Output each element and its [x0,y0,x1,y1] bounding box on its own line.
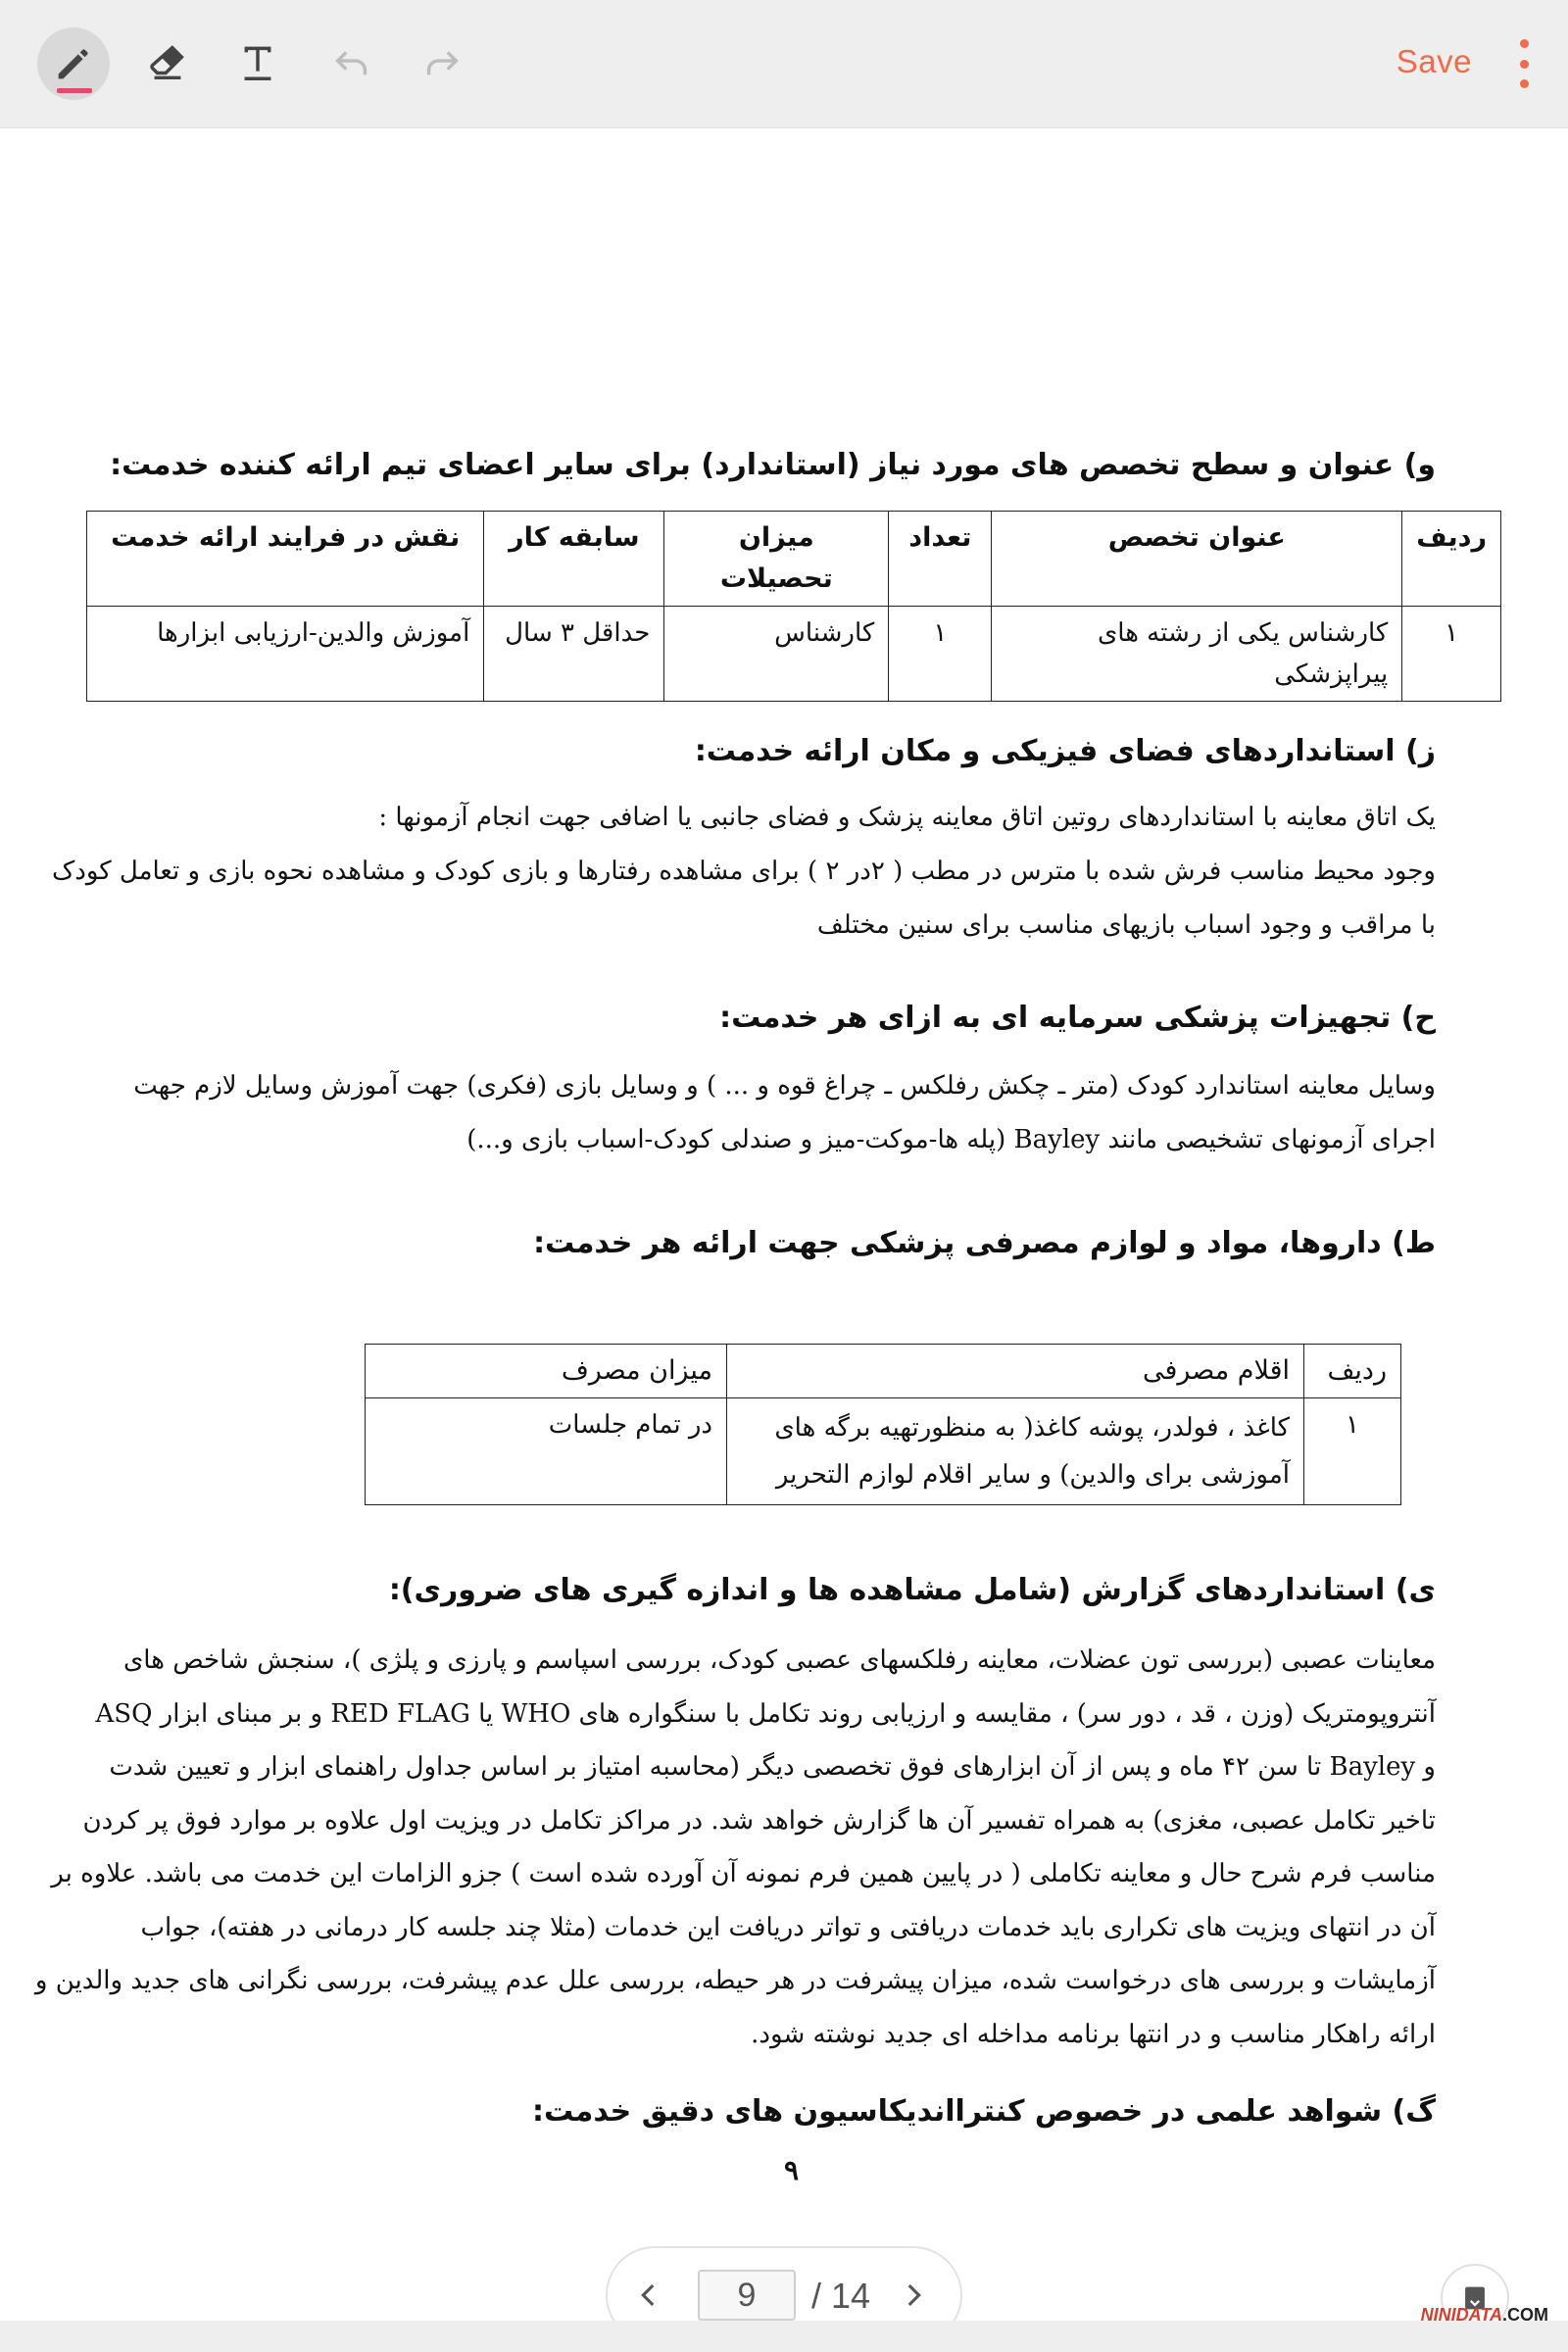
body-line: تاخیر تکامل عصبی، مغزی) به همراه تفسیر آن ها گزارش خواهد شد. در مراکز تکامل در ویزیت اول علاوه بر موارد فوق پر کردن [82,1805,1436,1836]
watermark-suffix: .COM [1502,2305,1548,2325]
section-z-heading: ز) استانداردهای فضای فیزیکی و مکان ارائه خدمت: [694,734,1436,768]
redo-button[interactable] [408,27,476,96]
section-h-body [133,1059,1436,1167]
document-page [0,128,1568,2314]
save-button[interactable]: Save [1396,43,1472,79]
body-line: یک اتاق معاینه با استانداردهای روتین اتاق معاینه پزشک و فضای جانبی یا اضافی جهت انجام آزمونها : [378,803,1436,832]
table-header-row [87,512,1501,607]
active-tool-indicator [57,88,92,93]
body-line: و Bayley تا سن ۴۲ ماه و پس از آن ابزارهای فوق تخصصی دیگر (محاسبه امتیاز بر اساس جداول راهنمای ابزار و تعیین شدت [109,1752,1436,1782]
bottom-bar [0,2321,1568,2352]
consumables-table [365,1344,1401,1505]
table-header: اقلام مصرفی [727,1345,1304,1398]
table-header: سابقه کار [484,512,664,607]
staff-requirements-table [86,511,1501,702]
table-header: میزان تحصیلات [664,512,889,607]
undo-button[interactable] [318,27,386,96]
page-number: ۹ [784,2154,800,2186]
table-header-row [366,1345,1401,1398]
table-cell: در تمام جلسات [366,1398,727,1505]
section-z-body [51,791,1436,953]
text-tool-button[interactable] [223,27,292,96]
previous-page-button[interactable] [629,2274,668,2317]
section-g-heading: گ) شواهد علمی در خصوص کنترااندیکاسیون های دقیق خدمت: [532,2094,1436,2129]
watermark [1421,2305,1548,2326]
text-icon [235,39,280,84]
table-cell: ۱ [1402,607,1501,702]
eraser-tool-button[interactable] [133,27,202,96]
body-line: وجود محیط مناسب فرش شده با مترس در مطب ( ۲در ۲ ) برای مشاهده رفتارها و بازی کودک و مشاهده نحوه بازی و تعامل کودک [51,857,1436,886]
chevron-left-icon [632,2278,665,2312]
section-h-heading: ح) تجهیزات پزشکی سرمایه ای به ازای هر خدمت: [719,1001,1436,1035]
table-cell: ۱ [1304,1398,1401,1505]
body-line: ارائه راهکار مناسب و در انتها برنامه مداخله ای جدید نوشته شود. [751,2019,1436,2049]
table-header: تعداد [889,512,992,607]
section-v-heading: و) عنوان و سطح تخصص های مورد نیاز (استاندارد) برای سایر اعضای تیم ارائه کننده خدمت: [110,448,1436,482]
next-page-button[interactable] [894,2274,933,2317]
table-row [366,1398,1401,1505]
section-y-heading: ی) استانداردهای گزارش (شامل مشاهده ها و اندازه گیری های ضروری): [388,1573,1436,1607]
table-header: نقش در فرایند ارائه خدمت [87,512,484,607]
page-number-input[interactable]: 9 [698,2270,796,2321]
eraser-icon [145,39,190,84]
watermark-brand: NINIDATA [1420,2305,1502,2325]
body-line: آنتروپومتریک (وزن ، قد ، دور سر) ، مقایسه و ارزیابی روند تکامل با سنگواره های WHO یا RED FLAG و بر مبنای ابزار ASQ [95,1698,1436,1729]
section-t-heading: ط) داروها، مواد و لوازم مصرفی پزشکی جهت ارائه هر خدمت: [533,1226,1436,1260]
table-cell: آموزش والدین-ارزیابی ابزارها [87,607,484,702]
table-cell: ۱ [889,607,992,702]
body-line: اجرای آزمونهای تشخیصی مانند Bayley (پله ها-موکت-میز و صندلی کودک-اسباب بازی و...) [466,1125,1436,1154]
table-header: ردیف [1402,512,1501,607]
body-line: با مراقب و وجود اسباب بازیهای مناسب برای سنین مختلف [816,910,1436,940]
table-header: عنوان تخصص [992,512,1402,607]
pen-icon [51,41,96,86]
table-cell: کارشناس یکی از رشته های پیراپزشکی [992,607,1402,702]
body-line: مناسب فرم شرح حال و معاینه تکاملی ( در پایین همین فرم نمونه آن آورده شده است ) جزو الزامات این خدمت می باشد. علاوه بر [51,1859,1436,1888]
body-line: آن در انتهای ویزیت های تکراری باید خدمات دریافتی و تواتر دریافت این خدمات (مثلا چند جلسه کار درمانی در هفته)، جواب [140,1912,1436,1942]
section-y-body [34,1634,1436,2061]
body-line: وسایل معاینه استاندارد کودک (متر ـ چکش رفلکس ـ چراغ قوه و ... ) و وسایل بازی (فکری) جهت آموزش وسایل لازم جهت [133,1071,1436,1101]
redo-icon [419,39,465,84]
body-line: معاینات عصبی (بررسی تون عضلات، معاینه رفلکسهای عصبی کودک، بررسی اسپاسم و پارزی و پلژی )، سنجش شاخص های [122,1645,1436,1675]
body-line: آزمایشات و بررسی های درخواست شده، میزان پیشرفت در هر حیطه، بررسی علل عدم پیشرفت، بررسی نگرانی های جدید والدین و [34,1966,1436,1995]
table-header: میزان مصرف [366,1345,727,1398]
more-options-icon[interactable] [1509,39,1539,88]
table-cell: حداقل ۳ سال [484,607,664,702]
chevron-right-icon [897,2278,930,2312]
table-row [87,607,1501,702]
total-pages-label: / 14 [811,2276,871,2316]
table-cell: کاغذ ، فولدر، پوشه کاغذ( به منظورتهیه برگه های آموزشی برای والدین) و سایر اقلام لوازم التحریر [727,1398,1304,1505]
table-cell: کارشناس [664,607,889,702]
undo-icon [329,39,374,84]
annotation-toolbar [0,0,1568,128]
table-header: ردیف [1304,1345,1401,1398]
